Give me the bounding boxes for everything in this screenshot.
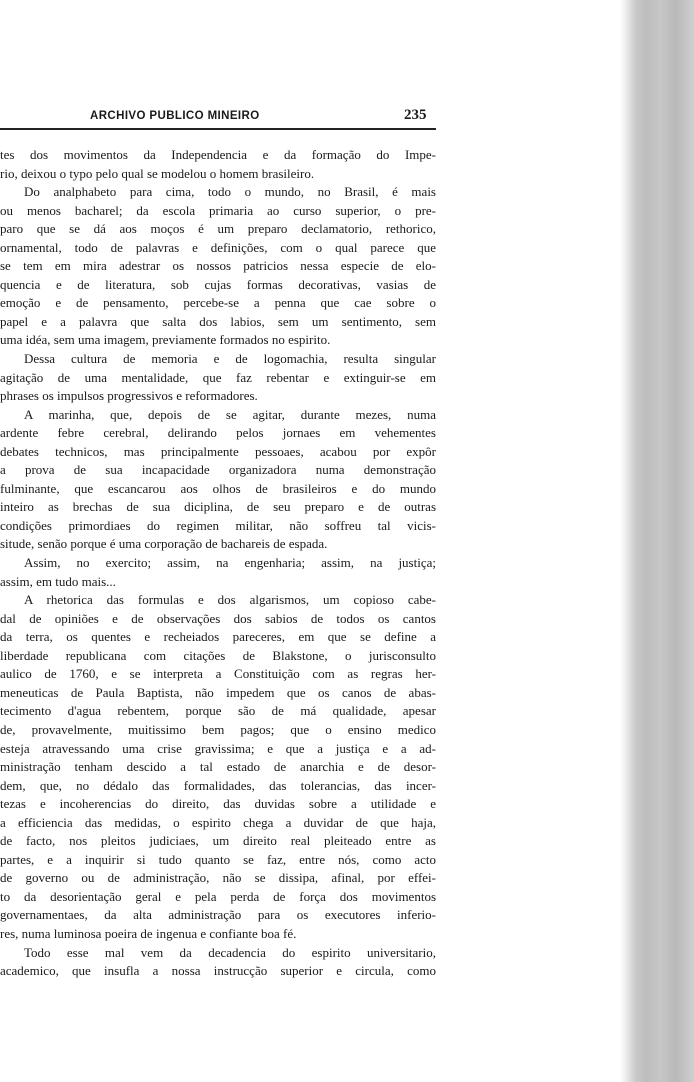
text-line: da terra, os quentes e recheiados pareceres, em que se define a bbox=[0, 629, 436, 645]
text-line: uma idéa, sem uma imagem, previamente formados no espirito. bbox=[0, 332, 331, 348]
text-line: ministração tenham descido a tal estado de anarchia e de desor- bbox=[0, 759, 436, 775]
running-header bbox=[0, 107, 432, 130]
text-line: aulico de 1760, e se interpreta a Constituição com as regras her- bbox=[0, 666, 436, 682]
text-line: de facto, nos pleitos judiciaes, um direito real pleiteado entre as bbox=[0, 833, 436, 849]
text-line: meneuticas de Paula Baptista, não impedem que os canos de abas- bbox=[0, 684, 436, 700]
text-line: quencia e de literatura, sob cujas formas decorativas, vasias de bbox=[0, 276, 436, 292]
text-line: tecimento d'agua rebentem, porque são de má qualidade, apesar bbox=[0, 703, 436, 719]
text-line: debates technicos, mas principalmente pessoaes, acabou por expôr bbox=[0, 443, 436, 459]
text-line: ornamental, todo de palavras e definições, com o qual parece que bbox=[0, 239, 436, 255]
text-line: rio, deixou o typo pelo qual se modelou o homem brasileiro. bbox=[0, 165, 315, 181]
text-line: Todo esse mal vem da decadencia do espirito universitario, bbox=[24, 944, 436, 960]
text-line: phrases os impulsos progressivos e reformadores. bbox=[0, 388, 258, 404]
text-line: situde, senão porque é uma corporação de bachareis de espada. bbox=[0, 536, 328, 552]
text-line: inteiro as brechas de sua diciplina, de seu preparo e de outras bbox=[0, 499, 436, 515]
text-line: Dessa cultura de memoria e de logomachia, resulta singular bbox=[24, 351, 436, 367]
text-line: A rhetorica das formulas e dos algarismos, um copioso cabe- bbox=[24, 592, 436, 608]
text-line: a prova de sua incapacidade organizadora numa demonstração bbox=[0, 462, 436, 478]
text-line: assim, em tudo mais... bbox=[0, 573, 116, 589]
text-line: liberdade republicana com citações de Blakstone, o jurisconsulto bbox=[0, 647, 436, 663]
text-line: ardente febre cerebral, delirando pelos jornaes em vehementes bbox=[0, 425, 436, 441]
text-line: fulminante, que escancarou aos olhos de brasileiros e do mundo bbox=[0, 480, 436, 496]
text-line: de, provavelmente, muitissimo bem pagos; que o ensino medico bbox=[0, 721, 436, 737]
text-line: Assim, no exercito; assim, na engenharia; assim, na justiça; bbox=[24, 555, 436, 571]
text-line: to da desorientação geral e pela perda de força dos movimentos bbox=[0, 888, 436, 904]
header-rule bbox=[0, 128, 436, 130]
scan-page-edge bbox=[620, 0, 694, 1082]
text-line: tezas e incoherencias do direito, das duvidas sobre a utilidade e bbox=[0, 796, 436, 812]
text-line: esteja atravessando uma crise gravissima; e que a justiça e a ad- bbox=[0, 740, 436, 756]
text-line: agitação de uma mentalidade, que faz rebentar e extinguir-se em bbox=[0, 369, 436, 385]
text-line: dem, que, no dédalo das formalidades, das tolerancias, das incer- bbox=[0, 777, 436, 793]
text-line: paro que se dá aos moços é um preparo declamatorio, rethorico, bbox=[0, 221, 436, 237]
running-title: ARCHIVO PUBLICO MINEIRO bbox=[90, 110, 260, 122]
text-line: condições primordiaes do regimen militar, não soffreu tal vicis- bbox=[0, 517, 436, 533]
text-line: Do analphabeto para cima, todo o mundo, no Brasil, é mais bbox=[24, 184, 436, 200]
body-text bbox=[0, 146, 436, 981]
text-line: a efficiencia das medidas, o espirito chega a duvidar de que haja, bbox=[0, 814, 436, 830]
text-line: tes dos movimentos da Independencia e da formação do Impe- bbox=[0, 147, 436, 162]
text-line: dal de opiniões e de observações dos sabios de todos os cantos bbox=[0, 610, 436, 626]
text-line: se tem em mira adestrar os nossos patricios nessa especie de elo- bbox=[0, 258, 436, 274]
text-line: A marinha, que, depois de se agitar, durante mezes, numa bbox=[24, 406, 436, 422]
page-number: 235 bbox=[404, 107, 427, 123]
text-line: res, numa luminosa poeira de ingenua e confiante boa fé. bbox=[0, 925, 297, 941]
text-line: partes, e a inquirir si tudo quanto se faz, entre nós, como acto bbox=[0, 851, 436, 867]
text-line: papel e a palavra que salta dos labios, sem um sentimento, sem bbox=[0, 313, 436, 329]
text-line: de governo ou de administração, não se dissipa, afinal, por effei- bbox=[0, 870, 436, 886]
text-line: emoção e de pensamento, percebe-se a penna que cae sobre o bbox=[0, 295, 436, 311]
text-line: ou menos bacharel; da escola primaria ao curso superior, o pre- bbox=[0, 202, 436, 218]
text-line: academico, que insufla a nossa instrucção superior e circula, como bbox=[0, 963, 436, 979]
text-line: governamentaes, da alta administração para os executores inferio- bbox=[0, 907, 436, 923]
